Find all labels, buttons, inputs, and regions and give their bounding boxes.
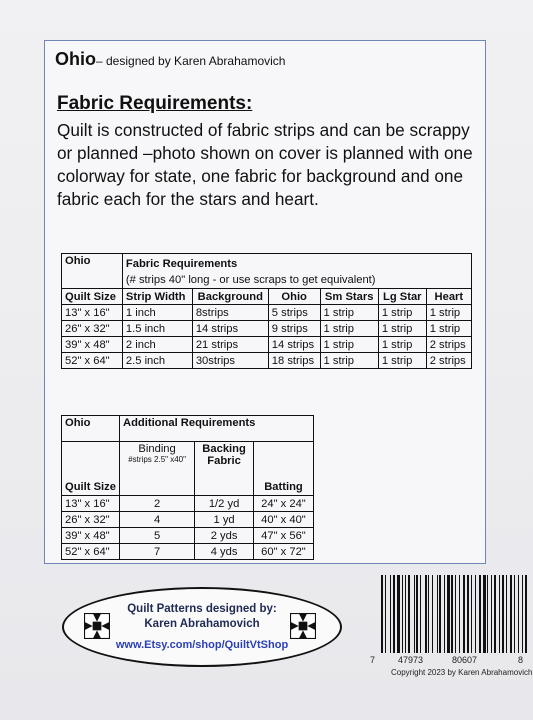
barcode-bar (444, 575, 445, 653)
table-cell: 9 strips (268, 321, 320, 337)
banner-line-2: Karen Abrahamovich (144, 618, 260, 630)
table1-state: Ohio (62, 254, 123, 289)
table-row (62, 544, 314, 560)
barcode-bar (494, 575, 496, 653)
barcode-bar (467, 575, 469, 653)
column-header: Lg Star (378, 289, 426, 305)
table-row (62, 305, 472, 321)
barcode-bar (514, 575, 515, 653)
table-cell: 1 strip (378, 353, 426, 369)
barcode-bar (416, 575, 418, 653)
barcode-bar (502, 575, 504, 653)
table1-subtitle: (# strips 40" long - or use scraps to get equivalent) (122, 273, 471, 289)
table-cell: 26" x 32" (62, 321, 123, 337)
barcode-bar (397, 575, 400, 653)
table-cell: 39" x 48" (62, 528, 120, 544)
table2-title: Additional Requirements (119, 416, 313, 442)
table-cell: 1 yd (195, 512, 254, 528)
table-cell: 24" x 24" (253, 496, 313, 512)
barcode-bar (439, 575, 441, 653)
table1-title: Fabric Requirements (122, 254, 471, 273)
requirements-paragraph: Quilt is constructed of fabric strips and can be scrappy or planned –photo shown on cover is planned with one colorway for state, one fabric for background and one fabric each for the stars and heart. (57, 120, 473, 209)
barcode-bar (483, 575, 486, 653)
table-cell: 1 strip (320, 305, 378, 321)
table-cell: 1/2 yd (195, 496, 254, 512)
barcode-bar (522, 575, 523, 653)
table-cell: 8strips (192, 305, 268, 321)
table-cell: 5 strips (268, 305, 320, 321)
barcode-bar (385, 575, 386, 653)
table-cell: 13" x 16" (62, 496, 120, 512)
barcode-bar (491, 575, 492, 653)
barcode-bar (428, 575, 429, 653)
table2-header-row (62, 480, 314, 496)
additional-requirements-table (61, 415, 314, 560)
barcode-digit: 8 (518, 655, 524, 665)
barcode-bar (402, 575, 403, 653)
barcode-bar (408, 575, 410, 653)
column-header: Quilt Size (62, 289, 123, 305)
table-cell: 2 strips (426, 337, 471, 353)
table-cell: 60" x 72" (253, 544, 313, 560)
page-title (55, 49, 285, 70)
pattern-panel (44, 40, 486, 564)
table-cell: 14 strips (268, 337, 320, 353)
barcode-bar (471, 575, 472, 653)
table-cell: 7 (119, 544, 194, 560)
barcode (377, 575, 533, 657)
barcode-bar (518, 575, 519, 653)
binding-header (119, 442, 194, 480)
table-row (62, 496, 314, 512)
table-row (62, 337, 472, 353)
barcode-bar (463, 575, 465, 653)
barcode-bar (525, 575, 527, 653)
table-cell: 14 strips (192, 321, 268, 337)
table-row (62, 353, 472, 369)
barcode-digits: 47973 (398, 655, 424, 665)
barcode-bar (414, 575, 415, 653)
backing-subheader: Fabric (207, 455, 241, 467)
table-row (62, 512, 314, 528)
barcode-bar (487, 575, 488, 653)
column-header: Batting (253, 480, 313, 496)
barcode-bar (459, 575, 460, 653)
barcode-bar (455, 575, 456, 653)
backing-header (195, 442, 254, 480)
table-cell: 21 strips (192, 337, 268, 353)
barcode-bar (393, 575, 395, 653)
table-cell: 40" x 40" (253, 512, 313, 528)
barcode-bar (432, 575, 433, 653)
table-cell: 5 (119, 528, 194, 544)
table2-state: Ohio (62, 416, 120, 442)
table-cell: 2 yds (195, 528, 254, 544)
banner-line-1: Quilt Patterns designed by: (127, 603, 277, 615)
barcode-bar (479, 575, 481, 653)
copyright-notice: Copyright 2023 by Karen Abrahamovich (391, 668, 533, 677)
table-cell: 26" x 32" (62, 512, 120, 528)
table-cell: 1 strip (378, 321, 426, 337)
table-row (62, 321, 472, 337)
barcode-bar (420, 575, 421, 653)
fabric-requirements-table (61, 253, 472, 369)
table-cell: 4 (119, 512, 194, 528)
table1-header-row (62, 289, 472, 305)
table-cell: 1 strip (426, 321, 471, 337)
table-cell: 52" x 64" (62, 544, 120, 560)
table-cell: 2.5 inch (122, 353, 192, 369)
table-cell: 1 strip (378, 305, 426, 321)
binding-note: #strips 2.5" x40" (128, 455, 186, 464)
table-cell: 4 yds (195, 544, 254, 560)
barcode-bar (437, 575, 438, 653)
table-cell: 1 strip (320, 353, 378, 369)
barcode-bar (451, 575, 453, 653)
table-cell: 1.5 inch (122, 321, 192, 337)
designer-banner (62, 587, 342, 667)
barcode-digits: 80607 (452, 655, 478, 665)
table-cell: 39" x 48" (62, 337, 123, 353)
barcode-bar (499, 575, 500, 653)
table-cell: 1 inch (122, 305, 192, 321)
barcode-bar (390, 575, 391, 653)
etsy-shop-link[interactable]: www.Etsy.com/shop/QuiltVtShop (115, 639, 289, 651)
column-header: Background (192, 289, 268, 305)
table-cell: 47" x 56" (253, 528, 313, 544)
barcode-bar (381, 575, 383, 653)
table-cell: 2 inch (122, 337, 192, 353)
barcode-bar (447, 575, 450, 653)
requirements-heading: Fabric Requirements: (57, 93, 253, 114)
table-cell: 2 strips (426, 353, 471, 369)
table-cell: 1 strip (426, 305, 471, 321)
table-cell: 1 strip (320, 321, 378, 337)
column-header: Quilt Size (62, 480, 120, 496)
barcode-bar (510, 575, 512, 653)
column-header: Binding (138, 443, 176, 455)
barcode-bar (405, 575, 406, 653)
table-cell: 13" x 16" (62, 305, 123, 321)
table-cell: 52" x 64" (62, 353, 123, 369)
barcode-digit: 7 (370, 655, 376, 665)
barcode-bar (475, 575, 476, 653)
state-name: Ohio (55, 49, 96, 69)
barcode-bar (425, 575, 427, 653)
table-cell: 30strips (192, 353, 268, 369)
table-cell: 1 strip (378, 337, 426, 353)
column-header: Strip Width (122, 289, 192, 305)
column-header: Backing (202, 443, 246, 455)
barcode-bar (506, 575, 507, 653)
table-cell: 18 strips (268, 353, 320, 369)
designer-credit: – designed by Karen Abrahamovich (96, 54, 286, 68)
column-header: Sm Stars (320, 289, 378, 305)
table-cell: 2 (119, 496, 194, 512)
column-header: Heart (426, 289, 471, 305)
table-cell: 1 strip (320, 337, 378, 353)
column-header: Ohio (268, 289, 320, 305)
table-row (62, 528, 314, 544)
